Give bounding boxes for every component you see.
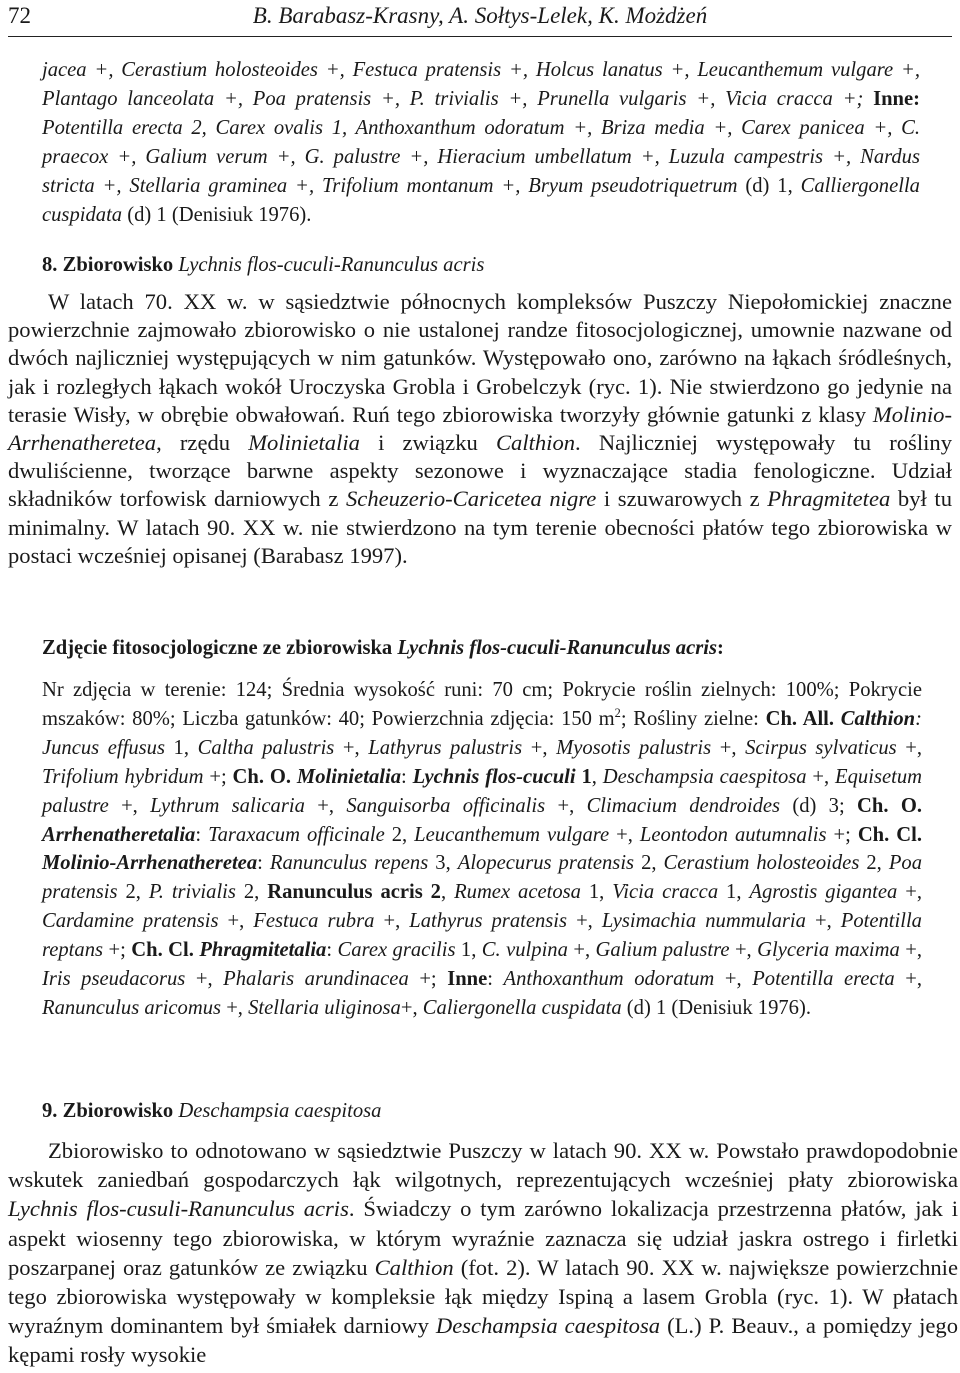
text-run: Leucanthemum vulgare xyxy=(414,823,617,846)
text-run: , rzędu xyxy=(156,430,249,456)
text-run: Lychnis flos-cuculi-Ranunculus acris xyxy=(397,637,717,659)
text-run: 1, xyxy=(726,881,750,904)
text-run: Iris pseudacorus xyxy=(42,968,196,991)
section-9-heading xyxy=(42,1097,920,1125)
text-run: Lychnis flos-cusuli-Ranunculus acris xyxy=(8,1196,349,1222)
text-run: Ch. All. xyxy=(765,707,841,730)
releve-paragraph xyxy=(42,676,922,1023)
text-run: 8. Zbiorowisko xyxy=(42,254,179,276)
text-run: Carex gracilis xyxy=(337,939,461,962)
text-run: Inne: xyxy=(873,87,920,110)
text-run: +; xyxy=(833,823,858,846)
text-run: 2, xyxy=(391,823,415,846)
text-run: (d) 1 (Denisiuk 1976). xyxy=(621,996,811,1019)
text-run: Zdjęcie fitosocjologiczne ze zbiorowiska xyxy=(42,637,398,659)
text-run: Trifolium hybridum xyxy=(42,765,210,788)
text-run: +; xyxy=(108,939,132,962)
text-run: Ranunculus aricomus xyxy=(42,996,227,1019)
area-unit-superscript: 2 xyxy=(614,706,621,721)
text-run: +, xyxy=(905,881,923,904)
text-run: Scirpus sylvaticus xyxy=(745,736,906,759)
text-run: 1, xyxy=(588,881,613,904)
text-run: Calthion xyxy=(495,430,576,456)
text-run: Calthion xyxy=(840,707,916,730)
text-run: Equisetum palustre xyxy=(42,765,922,817)
releve-species-list xyxy=(42,708,922,1019)
text-run: jacea +, Cerastium holosteoides +, Festuca pratensis +, Holcus lanatus +, Leucanthemum vulgare +, Plantago lanceolata +, Poa pratensis +, P. trivialis +, Prunella vulgaris +, Vicia cracca +; xyxy=(42,59,920,110)
text-run: Potentilla erecta xyxy=(752,968,906,991)
text-run: Deschampsia caespitosa xyxy=(602,765,813,788)
text-run: Potentilla erecta 2, Carex ovalis 1, Anthoxanthum odoratum +, Briza media +, Carex panicea +, C. praecox +, Galium verum +, G. palustre +, Hieracium umbellatum +, Luzula campestris +, Nardus stricta +, Stellaria graminea +, Trifolium montanum +, Bryum pseudotriquetrum xyxy=(42,116,920,197)
text-run: Molinio-Arrhenatheretea xyxy=(42,852,258,875)
text-run: Nr zdjęcia w terenie: 124; Średnia wysokość runi: 70 cm; Pokrycie roślin zielnych: 100%; Pokrycie mszaków: 80%; Liczba gatunków: 40; Powierzchnia zdjęcia: 150 m xyxy=(42,679,922,730)
text-run: (d) 3; xyxy=(792,794,858,817)
text-run: Glyceria maxima xyxy=(757,939,906,962)
text-run: Sanguisorba officinalis xyxy=(346,794,558,817)
running-header xyxy=(8,0,952,37)
text-run: 1 xyxy=(575,765,592,788)
text-run: +, xyxy=(719,736,746,759)
text-run: Lathyrus pratensis xyxy=(409,910,577,933)
text-run: . Świadczy o tym zarówno lokalizacja przestrzenna płatów, jak i aspekt wiosenny tego zbiorowiska, w którym wyraźnie zaznacza się udział jaskra ostrego i firletki poszarpanej oraz gatunków ze związku xyxy=(8,1196,958,1280)
text-run: 1, xyxy=(460,939,482,962)
text-run: +, xyxy=(724,968,753,991)
text-run: +, xyxy=(576,910,602,933)
text-run: 9. Zbiorowisko xyxy=(42,1100,179,1122)
text-run: Ch. Cl. xyxy=(857,823,923,846)
text-run: +, xyxy=(400,996,423,1019)
text-run: Deschampsia caespitosa xyxy=(435,1313,661,1339)
text-run: Phragmitetalia xyxy=(199,939,327,962)
text-run: Molinietalia xyxy=(248,430,360,456)
text-run: 2, xyxy=(641,852,664,875)
text-run: +; xyxy=(419,968,448,991)
text-run: : xyxy=(195,823,209,846)
page-number: 72 xyxy=(8,3,31,28)
section-8-body xyxy=(8,288,952,570)
text-run: Cerastium holosteoides xyxy=(663,852,867,875)
section-9-body xyxy=(8,1136,958,1370)
text-run: : xyxy=(326,939,338,962)
text-run: +, xyxy=(342,736,369,759)
text-run: Ch. O. xyxy=(857,794,922,817)
text-run: Stellaria uliginosa xyxy=(248,996,401,1019)
species-list-continuation xyxy=(42,56,920,229)
text-run: +, xyxy=(573,939,596,962)
text-run: : Juncus effusus xyxy=(42,707,922,759)
text-run: +, xyxy=(227,910,254,933)
text-run: (L.) P. Beauv., a pomiędzy jego kępami rosły wysokie xyxy=(8,1313,959,1368)
text-run: Molinio-Arrhenatheretea xyxy=(8,401,952,456)
text-run: : xyxy=(401,765,413,788)
text-run: +, xyxy=(905,736,922,759)
text-run: Calthion xyxy=(374,1254,454,1280)
text-run: +, xyxy=(317,794,347,817)
text-run: Lychnis flos-cuculi xyxy=(412,765,576,788)
text-run: Festuca rubra xyxy=(253,910,384,933)
text-run: +, xyxy=(195,968,224,991)
text-run: +, xyxy=(814,910,841,933)
text-run: +, xyxy=(812,765,836,788)
section-8-paragraph xyxy=(8,288,952,570)
section-9-heading-text xyxy=(42,1100,381,1122)
text-run: , xyxy=(591,765,603,788)
text-run: 2, xyxy=(866,852,889,875)
text-run: Ch. O. xyxy=(232,765,297,788)
text-run: +, xyxy=(530,736,557,759)
text-run: +, xyxy=(121,794,151,817)
text-run: Galium palustre xyxy=(595,939,735,962)
text-run: Climacium dendroides xyxy=(586,794,793,817)
text-run: Inne xyxy=(447,968,488,991)
text-run: Poa pratensis xyxy=(42,852,923,904)
section-9-paragraph xyxy=(8,1136,958,1370)
text-run: +, xyxy=(905,939,923,962)
text-run: Caltha palustris xyxy=(197,736,343,759)
text-run: Ranunculus acris 2 xyxy=(267,881,441,904)
text-run: Molinietalia xyxy=(296,765,402,788)
text-run: . Najliczniej występowały tu rośliny dwuliścienne, tworzące barwne aspekty sezonowe i wyznaczające stadia fenologiczne. Udział składników torfowisk darniowych z xyxy=(8,430,952,512)
section-8-heading-text xyxy=(42,254,484,276)
text-run: Scheuzerio-Caricetea nigre xyxy=(346,486,597,512)
running-head-authors: B. Barabasz-Krasny, A. Sołtys-Lelek, K. Możdżeń xyxy=(252,3,708,28)
text-run: , xyxy=(440,881,455,904)
text-run: 2, xyxy=(125,881,149,904)
text-run: 3, xyxy=(435,852,458,875)
text-run: +, xyxy=(616,823,640,846)
text-run: : xyxy=(257,852,270,875)
text-run: Phalaris arundinacea xyxy=(223,968,420,991)
text-run: Rumex acetosa xyxy=(454,881,589,904)
text-run: Arrhenatheretalia xyxy=(42,823,196,846)
text-run: Agrostis gigantea xyxy=(749,881,906,904)
releve-heading xyxy=(42,634,920,662)
text-run: Phragmitetea xyxy=(767,486,891,512)
text-run: był tu minimalny. W latach 90. XX w. nie stwierdzono na tym terenie obecności płatów tego zbiorowiska w postaci wcześniej opisanej (Barabasz 1997). xyxy=(8,486,953,568)
text-run: W latach 70. XX w. w sąsiedztwie północnych kompleksów Puszczy Niepołomickiej znaczne powierzchnie zajmowało zbiorowisko o nie ustalonej randze fitosocjologicznej, umownie nazwane od dwóch najliczniej występujących w nim gatunków. Występowało ono, zarówno na łąkach śródleśnych, jak i rozległych łąkach wokół Uroczyska Grobla i Grobelczyk (ryc. 1). Nie stwierdzono go jedynie na terasie Wisły, w obrębie obwałowań. Ruń tego zbiorowiska tworzyły głównie gatunki z klasy xyxy=(8,289,952,427)
section-8-heading xyxy=(42,251,920,279)
text-run: Taraxacum officinale xyxy=(208,823,392,846)
text-run: Lychnis flos-cuculi-Ranunculus acris xyxy=(178,254,485,276)
text-run: +; xyxy=(209,765,233,788)
text-run: +, xyxy=(734,939,758,962)
text-run: Caliergonella cuspidata xyxy=(422,996,622,1019)
text-run: (d) 1, xyxy=(745,174,801,197)
text-run: C. vulpina xyxy=(481,939,574,962)
text-run: Calliergonella cuspidata xyxy=(42,174,920,226)
text-run: Cardamine pratensis xyxy=(42,910,228,933)
text-run: Zbiorowisko to odnotowano w sąsiedztwie Puszczy w latach 90. XX w. Powstało prawdopodobnie wskutek zaniedbań gospodarczych łąk wilgotnych, reprezentujących wcześniej płaty zbiorowiska xyxy=(8,1138,958,1193)
text-run: Leontodon autumnalis xyxy=(639,823,834,846)
text-run: : xyxy=(487,968,504,991)
text-run: Anthoxanthum odoratum xyxy=(503,968,725,991)
text-run: Vicia cracca xyxy=(612,881,727,904)
text-run: Deschampsia caespitosa xyxy=(178,1100,382,1122)
text-run: P. trivialis xyxy=(148,881,244,904)
text-run: +, xyxy=(905,968,922,991)
text-run: Potentilla reptans xyxy=(42,910,922,962)
releve-body xyxy=(42,676,922,1023)
species-list-paragraph xyxy=(42,56,920,229)
text-run: : xyxy=(717,637,724,659)
text-run: (fot. 2). W latach 90. XX w. największe powierzchnie tego zbiorowiska występowały w kompleksie łąk między Ispiną a lasem Grobla (ryc. 1). W płatach wyraźnym dominantem był śmiałek darniowy xyxy=(8,1254,958,1339)
text-run: Ranunculus repens xyxy=(269,852,436,875)
text-run: Lysimachia nummularia xyxy=(601,910,815,933)
text-run: ; Rośliny zielne: xyxy=(620,707,766,730)
text-run: Lythrum salicaria xyxy=(150,794,318,817)
text-run: +, xyxy=(226,996,249,1019)
text-run: i szuwarowych z xyxy=(596,486,768,512)
text-run: 1, xyxy=(173,736,198,759)
text-run: 2, xyxy=(243,881,268,904)
text-run: Lathyrus palustris xyxy=(368,736,531,759)
text-run: Ch. Cl. xyxy=(131,939,200,962)
text-run: i związku xyxy=(359,430,496,456)
text-run: Alopecurus pratensis xyxy=(457,852,642,875)
text-run: +, xyxy=(557,794,587,817)
text-run: (d) 1 (Denisiuk 1976). xyxy=(122,203,312,226)
releve-heading-text xyxy=(42,637,724,659)
text-run: +, xyxy=(383,910,410,933)
text-run: Myosotis palustris xyxy=(556,736,720,759)
